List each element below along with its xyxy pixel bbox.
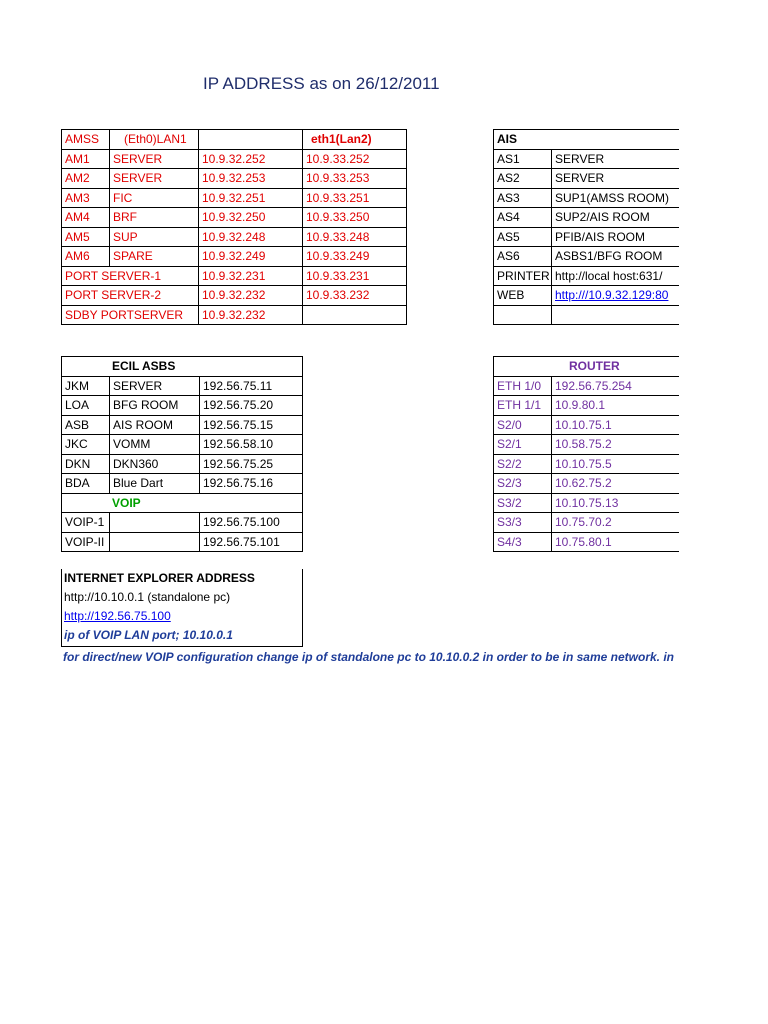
table-cell: 10.9.33.249 [303,247,407,267]
table-cell: AS6 [494,247,552,267]
table-cell: 10.9.33.251 [303,188,407,208]
table-cell: AS4 [494,208,552,228]
table-cell: SERVER [552,149,679,169]
table-cell: S3/3 [494,513,552,533]
table-header-cell: AIS [494,130,679,150]
table-row [62,286,407,306]
table-cell: SUP2/AIS ROOM [552,208,679,228]
table-cell: DKN [62,454,110,474]
table-row [494,305,679,325]
table-header-row [494,130,679,150]
table-cell: 10.9.33.250 [303,208,407,228]
table-cell: 10.9.80.1 [552,396,679,416]
ie-address: http://10.10.0.1 (standalone pc) [64,590,231,604]
table-header-row [62,357,303,377]
table-row [62,454,303,474]
table-header-cell: ECIL ASBS [62,357,303,377]
table-cell: AM2 [62,169,110,189]
table-cell: 10.10.75.5 [552,454,679,474]
table-cell: AM3 [62,188,110,208]
table-cell: SUP1(AMSS ROOM) [552,188,679,208]
table-cell: ETH 1/1 [494,396,552,416]
table-cell: S2/1 [494,435,552,455]
table-row [494,247,679,267]
table-cell: 192.56.75.100 [200,513,303,533]
table-row [494,286,679,306]
table-row [62,266,407,286]
footer-note: for direct/new VOIP configuration change ip of standalone pc to 10.10.0.2 in order to be in same network. in [63,650,674,664]
table-cell: S2/0 [494,415,552,435]
table-cell: 10.9.32.250 [199,208,303,228]
table-cell: PRINTER [494,266,552,286]
table-row [62,208,407,228]
table-cell: PORT SERVER-2 [62,286,199,306]
table-cell: 10.9.32.232 [199,305,303,325]
table-row [494,454,679,474]
table-cell: 10.10.75.1 [552,415,679,435]
table-cell: 10.9.32.252 [199,149,303,169]
table-row [62,227,407,247]
table-row [494,149,679,169]
table-row [62,532,303,552]
table-row [62,513,303,533]
table-row [62,149,407,169]
table-row [494,227,679,247]
table-cell: DKN360 [110,454,200,474]
table-cell: SPARE [110,247,199,267]
table-row [494,532,679,552]
table-row [494,169,679,189]
table-cell: ETH 1/0 [494,376,552,396]
table-cell: 10.9.33.253 [303,169,407,189]
table-row [62,396,303,416]
table-cell: 192.56.75.20 [200,396,303,416]
table-cell: SERVER [110,169,199,189]
table-cell: 10.9.32.251 [199,188,303,208]
table-row [62,376,303,396]
table-cell: 192.56.75.254 [552,376,679,396]
table-cell: 10.9.33.232 [303,286,407,306]
table-cell: SERVER [552,169,679,189]
table-cell: 10.9.32.248 [199,227,303,247]
table-cell: VOIP-II [62,532,110,552]
table-row [62,435,303,455]
table-header-row [62,493,303,513]
table-row [62,247,407,267]
table-cell: PFIB/AIS ROOM [552,227,679,247]
table-cell: BDA [62,474,110,494]
table-cell: 192.56.75.25 [200,454,303,474]
table-cell: AM6 [62,247,110,267]
voip-header: VOIP [62,493,303,513]
table-cell: http://local host:631/ [552,266,679,286]
table-header-cell: AMSS [62,130,110,150]
table-cell: S2/2 [494,454,552,474]
table-header-cell: eth1(Lan2) [303,130,407,150]
table-cell: S2/3 [494,474,552,494]
ecil-asbs-table [61,356,303,552]
table-cell: 192.56.75.15 [200,415,303,435]
table-cell: 192.56.75.16 [200,474,303,494]
table-cell: 10.9.33.248 [303,227,407,247]
table-row [494,493,679,513]
table-row [62,305,407,325]
table-row [494,208,679,228]
voip-link[interactable]: http://192.56.75.100 [64,609,171,623]
table-row [494,513,679,533]
table-cell: AS5 [494,227,552,247]
web-link[interactable]: http:///10.9.32.129:80 [552,286,679,306]
table-cell: SDBY PORTSERVER [62,305,199,325]
table-cell: 192.56.75.11 [200,376,303,396]
table-cell: 10.75.80.1 [552,532,679,552]
table-cell: 10.9.32.232 [199,286,303,306]
table-cell: SERVER [110,149,199,169]
page-title: IP ADDRESS as on 26/12/2011 [203,74,440,93]
table-cell: AIS ROOM [110,415,200,435]
ie-heading: INTERNET EXPLORER ADDRESS [64,571,255,585]
table-cell: LOA [62,396,110,416]
table-header-cell [199,130,303,150]
table-row [494,188,679,208]
table-cell: 192.56.75.101 [200,532,303,552]
table-cell: SUP [110,227,199,247]
table-cell: 10.9.32.253 [199,169,303,189]
table-row [494,266,679,286]
table-cell: BFG ROOM [110,396,200,416]
table-cell: ASBS1/BFG ROOM [552,247,679,267]
table-header-cell: ROUTER [494,357,679,377]
table-cell: PORT SERVER-1 [62,266,199,286]
table-header-cell: (Eth0)LAN1 [110,130,199,150]
table-row [494,435,679,455]
table-cell: JKM [62,376,110,396]
table-cell: JKC [62,435,110,455]
table-row [494,474,679,494]
table-cell: 10.9.33.252 [303,149,407,169]
table-cell: 10.10.75.13 [552,493,679,513]
table-cell: AS2 [494,169,552,189]
table-cell: 192.56.58.10 [200,435,303,455]
table-cell [110,513,200,533]
table-cell: WEB [494,286,552,306]
table-cell: BRF [110,208,199,228]
table-cell: Blue Dart [110,474,200,494]
table-row [62,415,303,435]
router-table [493,356,679,552]
table-row [494,396,679,416]
table-cell: AS1 [494,149,552,169]
table-cell: ASB [62,415,110,435]
table-cell [110,532,200,552]
ais-table [493,129,679,325]
table-cell: VOIP-1 [62,513,110,533]
table-cell: 10.9.33.231 [303,266,407,286]
table-row [62,474,303,494]
voip-lan-note: ip of VOIP LAN port; 10.10.0.1 [64,628,233,642]
table-cell: AS3 [494,188,552,208]
table-cell [303,305,407,325]
table-cell: AM5 [62,227,110,247]
table-cell: S3/2 [494,493,552,513]
table-row [494,415,679,435]
table-cell: 10.75.70.2 [552,513,679,533]
table-cell: 10.58.75.2 [552,435,679,455]
table-row [62,169,407,189]
table-cell [494,305,552,325]
table-header-row [62,130,407,150]
table-cell: S4/3 [494,532,552,552]
table-cell: 10.62.75.2 [552,474,679,494]
table-row [62,188,407,208]
table-cell: SERVER [110,376,200,396]
table-row [494,376,679,396]
amss-table [61,129,407,325]
table-header-row [494,357,679,377]
table-cell [552,305,679,325]
table-cell: FIC [110,188,199,208]
table-cell: 10.9.32.249 [199,247,303,267]
table-cell: AM4 [62,208,110,228]
table-cell: AM1 [62,149,110,169]
table-cell: VOMM [110,435,200,455]
table-cell: 10.9.32.231 [199,266,303,286]
